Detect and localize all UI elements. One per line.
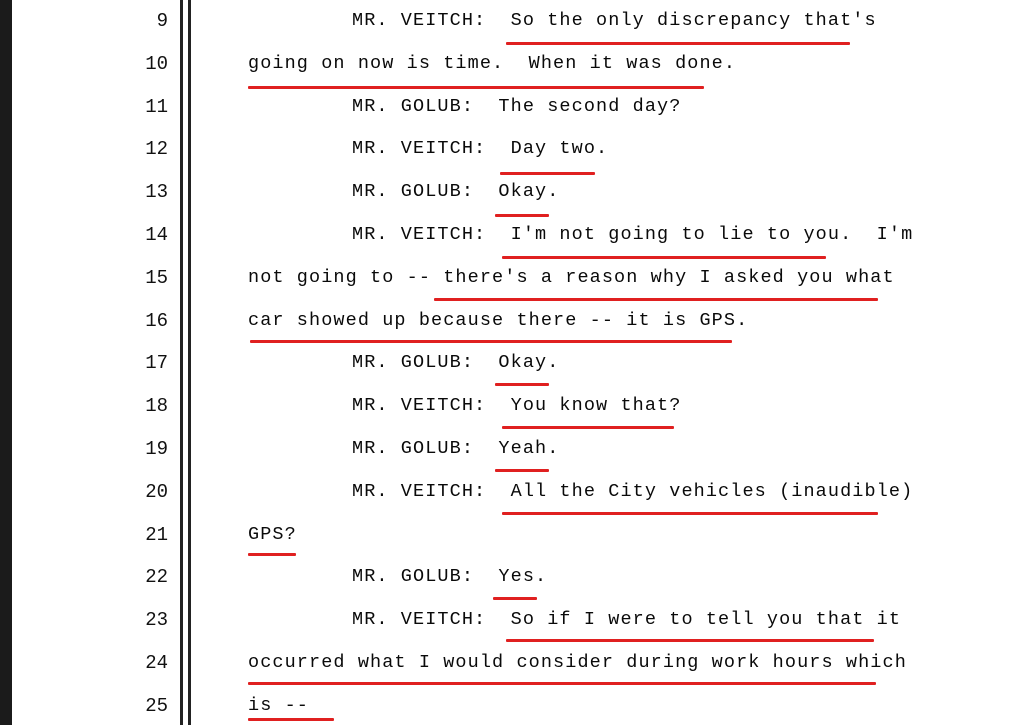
red-underline-annotation [248, 682, 876, 685]
transcript-line [0, 86, 1024, 129]
transcript-line [0, 385, 1024, 428]
red-underline-annotation [248, 86, 704, 89]
line-text: is -- [248, 694, 310, 716]
red-underline-annotation [434, 298, 878, 301]
red-underline-annotation [502, 512, 878, 515]
line-number: 21 [145, 523, 168, 546]
line-number: 16 [145, 309, 168, 332]
red-underline-annotation [248, 718, 334, 721]
line-number: 17 [145, 352, 168, 375]
line-number: 15 [145, 266, 168, 289]
red-underline-annotation [506, 42, 850, 45]
transcript-line [0, 0, 1024, 43]
line-text: not going to -- there's a reason why I asked you what [248, 266, 895, 288]
line-number: 19 [145, 438, 168, 460]
line-number: 14 [145, 224, 168, 246]
red-underline-annotation [495, 214, 549, 217]
line-number: 24 [145, 652, 168, 674]
line-number: 10 [145, 52, 168, 75]
line-text: MR. GOLUB: Yeah. [352, 438, 560, 459]
line-number: 12 [145, 138, 168, 161]
red-underline-annotation [250, 340, 732, 343]
line-number: 22 [145, 566, 168, 589]
line-text: MR. GOLUB: The second day? [352, 95, 682, 117]
line-number: 13 [145, 181, 168, 204]
transcript-line [0, 128, 1024, 171]
line-number: 18 [145, 395, 168, 418]
line-text: MR. VEITCH: All the City vehicles (inaudible) [352, 480, 914, 502]
transcript-line [0, 514, 1024, 557]
transcript-line [0, 214, 1024, 257]
transcript-line [0, 43, 1024, 86]
red-underline-annotation [495, 469, 549, 472]
line-number: 25 [145, 694, 168, 717]
line-text: GPS? [248, 523, 297, 545]
red-underline-annotation [493, 597, 537, 600]
red-underline-annotation [506, 639, 874, 642]
transcript-line [0, 428, 1024, 471]
transcript-line [0, 342, 1024, 385]
line-text: going on now is time. When it was done. [248, 52, 737, 74]
transcript-line [0, 471, 1024, 514]
transcript-line [0, 685, 1024, 728]
line-text: MR. GOLUB: Yes. [352, 566, 548, 588]
red-underline-annotation [500, 172, 595, 175]
transcript-line [0, 599, 1024, 642]
transcript-line [0, 257, 1024, 300]
line-number: 20 [145, 480, 168, 503]
line-text: MR. VEITCH: You know that? [352, 395, 682, 417]
line-number: 9 [156, 10, 168, 32]
line-text: occurred what I would consider during work hours which [248, 652, 907, 673]
transcript-line [0, 556, 1024, 599]
red-underline-annotation [248, 553, 296, 556]
red-underline-annotation [495, 383, 549, 386]
line-text: MR. VEITCH: So if I were to tell you that it [352, 609, 902, 631]
line-number: 23 [145, 609, 168, 632]
transcript-line [0, 300, 1024, 343]
line-text: MR. GOLUB: Okay. [352, 352, 560, 374]
red-underline-annotation [502, 256, 826, 259]
line-text: car showed up because there -- it is GPS. [248, 309, 749, 331]
line-text: MR. GOLUB: Okay. [352, 181, 560, 203]
line-text: MR. VEITCH: So the only discrepancy that's [352, 10, 877, 31]
line-text: MR. VEITCH: Day two. [352, 138, 609, 160]
transcript-line [0, 171, 1024, 214]
line-text: MR. VEITCH: I'm not going to lie to you. I'm [352, 224, 914, 245]
red-underline-annotation [502, 426, 674, 429]
transcript-line [0, 642, 1024, 685]
line-number: 11 [145, 95, 168, 118]
